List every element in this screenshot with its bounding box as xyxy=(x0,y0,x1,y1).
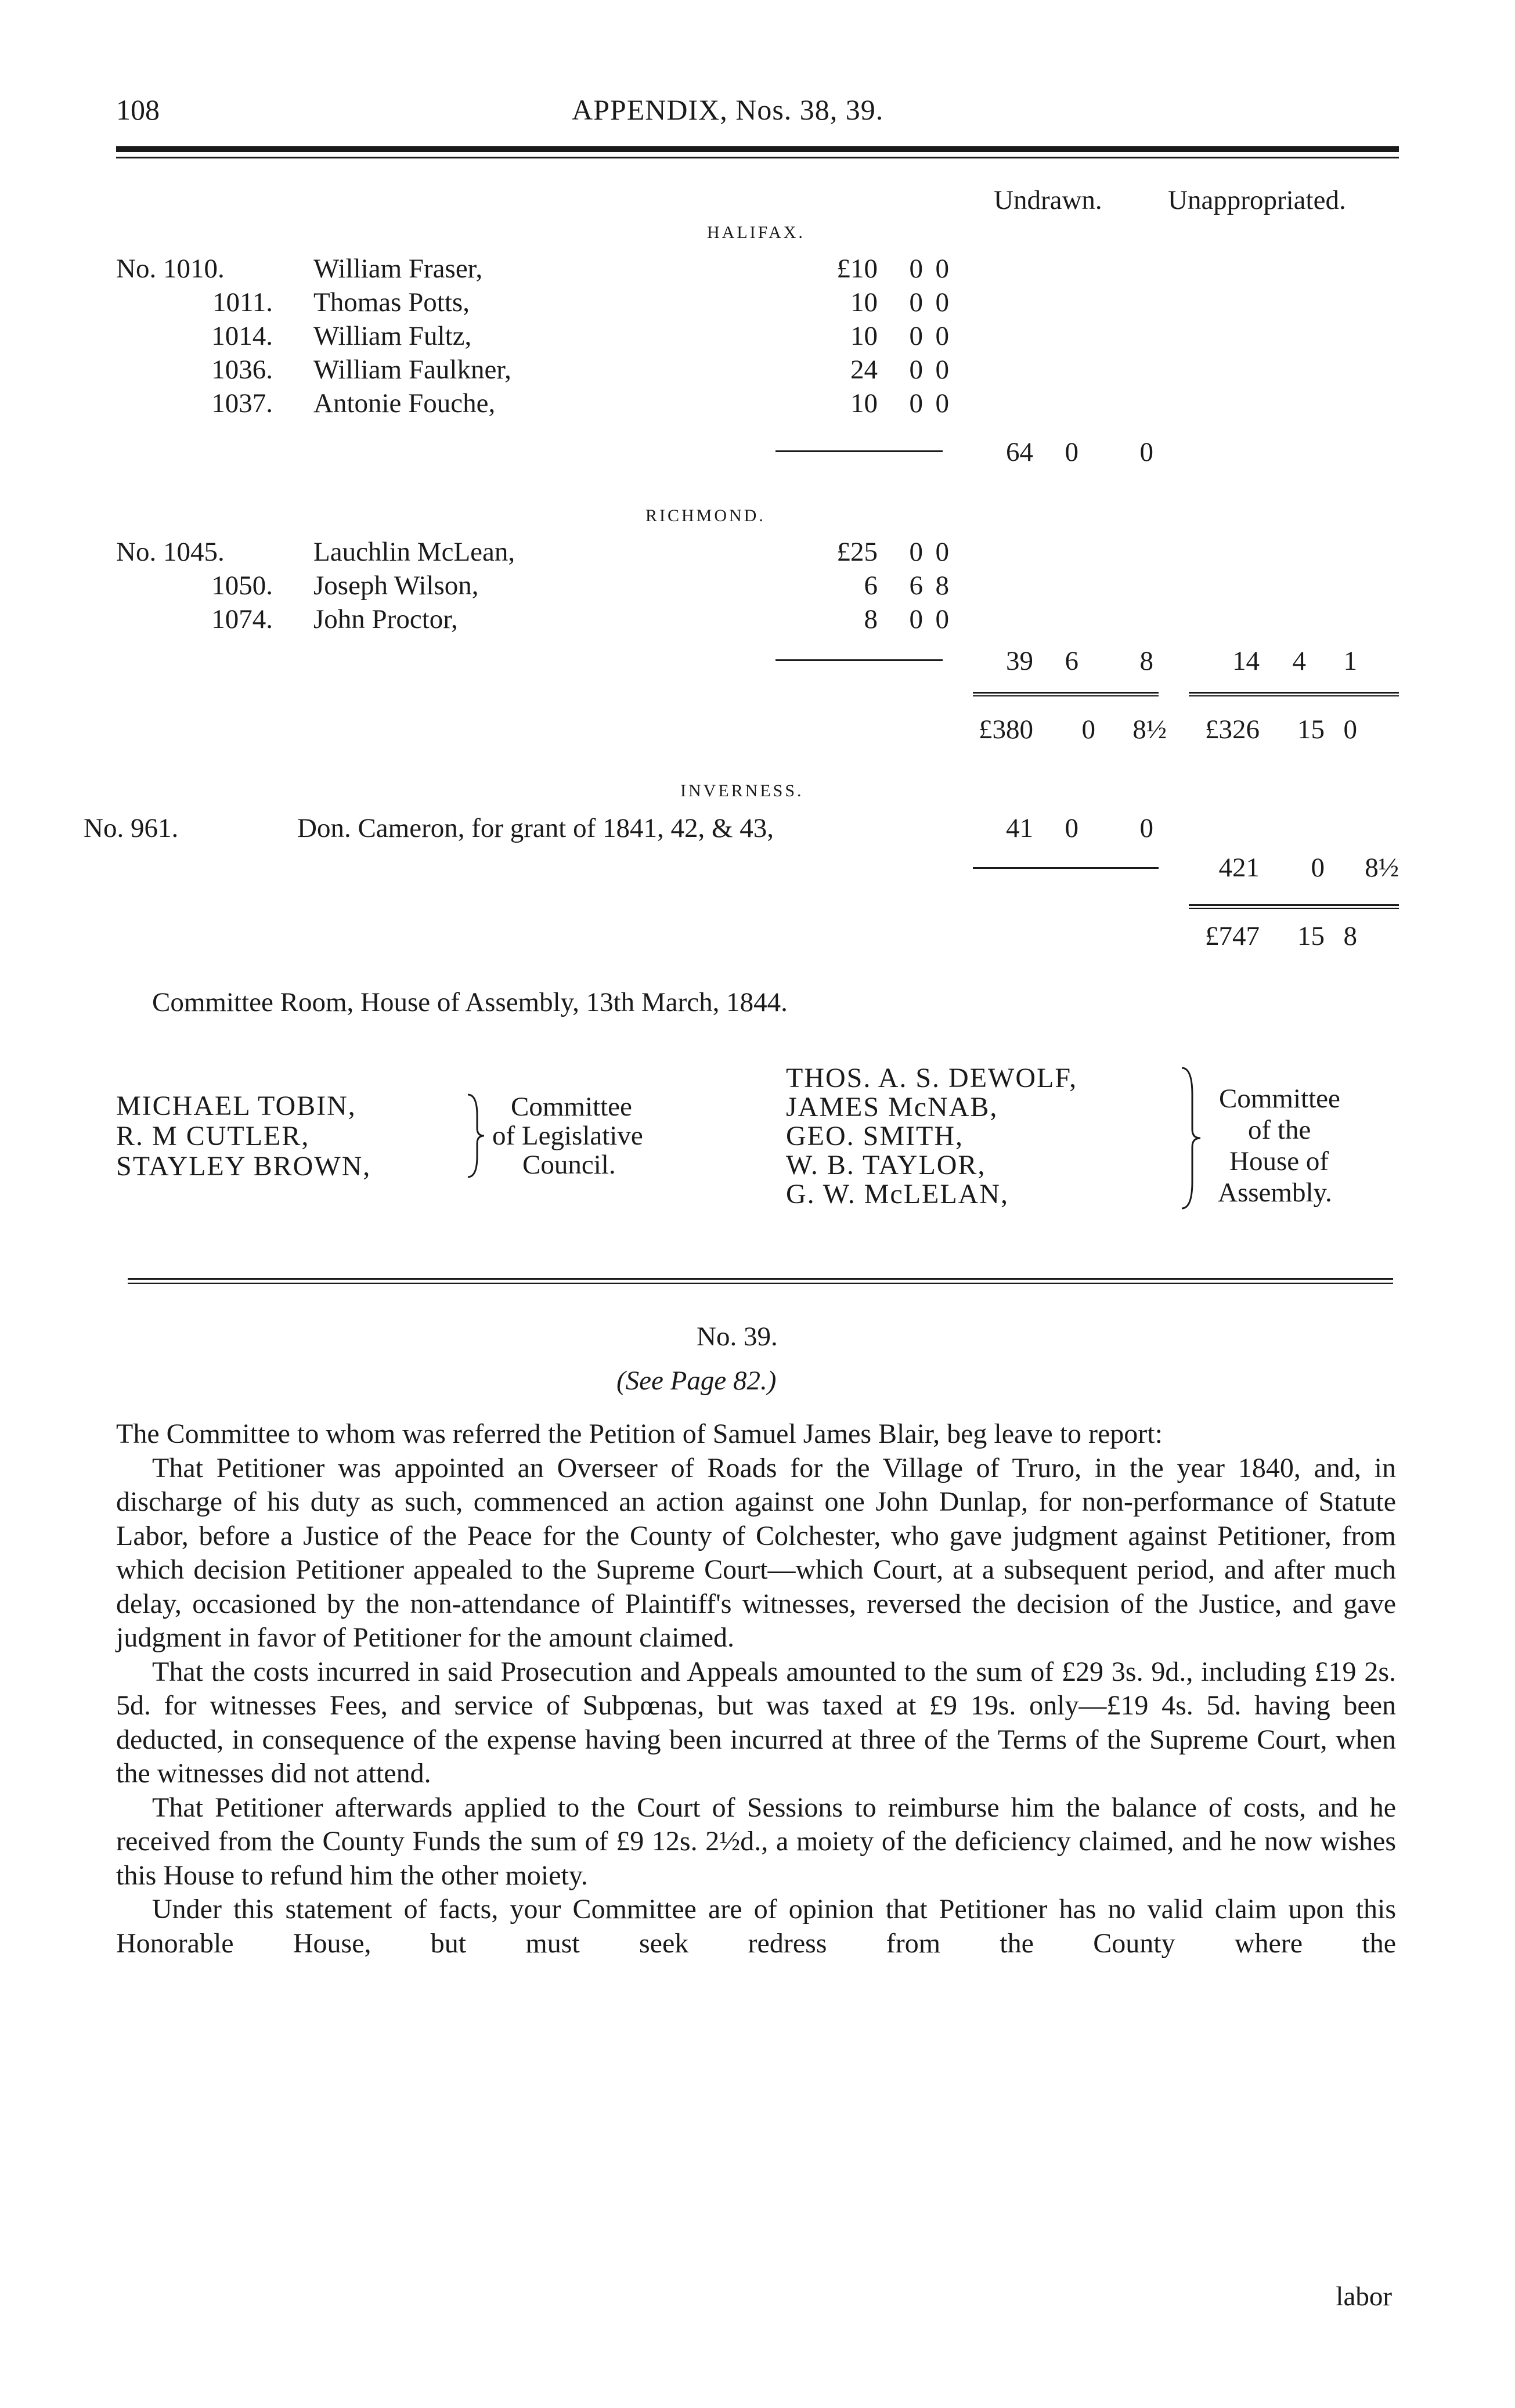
subtotal-undrawn-pounds: £380 xyxy=(979,714,1033,745)
inverness-undrawn-shillings: 0 xyxy=(1065,813,1078,843)
entry-pounds: 10 xyxy=(850,287,878,317)
entry-pounds: £25 xyxy=(836,537,878,567)
entry-number: 1036. xyxy=(211,355,273,385)
entry-pence: 0 xyxy=(935,321,949,351)
entry-name: William Fraser, xyxy=(313,254,483,284)
entry-name: Antonie Fouche, xyxy=(313,388,496,418)
committee-label-line: Assembly. xyxy=(1218,1178,1332,1208)
entry-number: No. 1010. xyxy=(116,254,225,284)
column-heading-unappropriated: Unappropriated. xyxy=(1168,185,1346,215)
sum-line-pence: 8½ xyxy=(1365,853,1399,883)
entry-number: 1014. xyxy=(211,321,273,351)
committee-label-line: House of xyxy=(1229,1146,1329,1176)
section-heading: No. 39. xyxy=(697,1322,778,1352)
entry-pounds: 10 xyxy=(850,321,878,351)
halifax-undrawn-pence: 0 xyxy=(1139,437,1153,467)
entry-shillings: 6 xyxy=(909,571,923,601)
signatory-name: THOS. A. S. DEWOLF, xyxy=(786,1063,1078,1093)
assembly-brace xyxy=(1178,1066,1204,1211)
richmond-unappropriated-shillings: 4 xyxy=(1292,646,1306,676)
entry-shillings: 0 xyxy=(909,604,923,634)
entry-name: William Fultz, xyxy=(313,321,472,351)
grand-total-rule-2 xyxy=(1189,908,1399,909)
entry-pounds: £10 xyxy=(836,254,878,284)
entry-number: No. 1045. xyxy=(116,537,225,567)
subtotal-unappropriated-pence: 0 xyxy=(1343,714,1357,745)
dateline: Committee Room, House of Assembly, 13th March, 1844. xyxy=(152,987,788,1017)
report-paragraph: That Petitioner was appointed an Overseer of Roads for the Village of Truro, in the year 1840, and, in discharge of his duty as such, commenced an action against one John Dunlap, for non-performance of Statute Labor, before a Justice of the Peace for the County of Colchester, who gave judgment against Petitioner, from which decision Petitioner appealed to the Supreme Court—which Court, at a subsequent period, and after much delay, occasioned by the non-attendance of Plaintiff's witnesses, reversed the decision of the Justice, and gave judgment in favor of Petitioner for the amount claimed. xyxy=(116,1452,1396,1653)
committee-label-line: Committee xyxy=(1219,1084,1340,1114)
entry-pence: 0 xyxy=(935,355,949,385)
halifax-sum-rule xyxy=(775,450,943,452)
richmond-undrawn-shillings: 6 xyxy=(1065,646,1078,676)
grand-total-rule xyxy=(1189,904,1399,906)
page-number: 108 xyxy=(116,93,160,126)
signatory-name: GEO. SMITH, xyxy=(786,1121,964,1151)
section-heading-richmond: RICHMOND. xyxy=(645,506,766,525)
signatory-name: STAYLEY BROWN, xyxy=(116,1151,371,1182)
signatory-name: JAMES McNAB, xyxy=(786,1092,998,1122)
richmond-undrawn-pence: 8 xyxy=(1139,646,1153,676)
column-heading-undrawn: Undrawn. xyxy=(994,185,1102,215)
richmond-unappropriated-pounds: 14 xyxy=(1232,646,1260,676)
subtotal-undrawn-pence: 8½ xyxy=(1132,714,1167,745)
report-paragraph: That the costs incurred in said Prosecution and Appeals amounted to the sum of £29 3s. 9d., including £19 2s. 5d. for witnesses Fees, and service of Subpœnas, but was taxed at £9 19s. only—£19 4s. 5d. having been deducted, in consequence of the expense having been incurred at three of the Terms of the Supreme Court, when the witnesses did not attend. xyxy=(116,1656,1396,1789)
subtotal-unappropriated-pounds: £326 xyxy=(1205,714,1260,745)
signatory-name: G. W. McLELAN, xyxy=(786,1179,1009,1210)
report-paragraph: The Committee to whom was referred the Petition of Samuel James Blair, beg leave to report: xyxy=(116,1418,1163,1449)
halifax-undrawn-pounds: 64 xyxy=(1006,437,1033,467)
entry-number: 1074. xyxy=(211,604,273,634)
entry-pence: 0 xyxy=(935,537,949,567)
entry-number: 1050. xyxy=(211,571,273,601)
inverness-sum-rule xyxy=(973,867,1159,869)
committee-label-line: of Legislative xyxy=(492,1121,643,1151)
inverness-undrawn-pounds: 41 xyxy=(1006,813,1033,843)
richmond-undrawn-pounds: 39 xyxy=(1006,646,1033,676)
entry-pence: 0 xyxy=(935,604,949,634)
richmond-sum-rule xyxy=(775,659,943,661)
entry-shillings: 0 xyxy=(909,254,923,284)
entry-shillings: 0 xyxy=(909,321,923,351)
section-divider xyxy=(128,1278,1393,1280)
section-heading-halifax: HALIFAX. xyxy=(707,223,805,242)
entry-pounds: 8 xyxy=(864,604,878,634)
section-heading-inverness: INVERNESS. xyxy=(680,781,804,800)
see-page-reference: (See Page 82.) xyxy=(616,1366,777,1396)
subtotal-unappropriated-shillings: 15 xyxy=(1297,714,1325,745)
entry-pence: 8 xyxy=(935,571,949,601)
entry-pence: 0 xyxy=(935,388,949,418)
undrawn-subtotal-rule xyxy=(973,692,1159,694)
entry-shillings: 0 xyxy=(909,287,923,317)
entry-shillings: 0 xyxy=(909,355,923,385)
entry-name: William Faulkner, xyxy=(313,355,511,385)
entry-shillings: 0 xyxy=(909,537,923,567)
council-brace xyxy=(464,1092,488,1179)
sum-line-pounds: 421 xyxy=(1218,853,1260,883)
section-divider-2 xyxy=(128,1283,1393,1284)
halifax-undrawn-shillings: 0 xyxy=(1065,437,1078,467)
inverness-entry-text: Don. Cameron, for grant of 1841, 42, & 43, xyxy=(297,813,774,843)
unappropriated-subtotal-rule xyxy=(1189,692,1399,694)
inverness-undrawn-pence: 0 xyxy=(1139,813,1153,843)
unappropriated-subtotal-rule-2 xyxy=(1189,695,1399,696)
subtotal-undrawn-shillings: 0 xyxy=(1081,714,1095,745)
entry-number: 1037. xyxy=(211,388,273,418)
grand-total-shillings: 15 xyxy=(1297,921,1325,951)
report-paragraph: That Petitioner afterwards applied to the Court of Sessions to reimburse him the balance of costs, and he received from the County Funds the sum of £9 12s. 2½d., a moiety of the deficiency claimed, and he now wishes this House to refund him the other moiety. xyxy=(116,1792,1396,1891)
signatory-name: R. M CUTLER, xyxy=(116,1121,310,1151)
sum-line-shillings: 0 xyxy=(1311,853,1325,883)
page-title: APPENDIX, Nos. 38, 39. xyxy=(572,93,884,126)
committee-label-line: Committee xyxy=(511,1092,632,1122)
entry-name: Joseph Wilson, xyxy=(313,571,479,601)
entry-shillings: 0 xyxy=(909,388,923,418)
signatory-name: W. B. TAYLOR, xyxy=(786,1150,986,1180)
header-rule-thin xyxy=(116,157,1399,158)
catchword: labor xyxy=(1336,2281,1392,2312)
entry-pounds: 24 xyxy=(850,355,878,385)
entry-name: John Proctor, xyxy=(313,604,458,634)
grand-total-pounds: £747 xyxy=(1205,921,1260,951)
committee-label-line: Council. xyxy=(522,1150,616,1180)
entry-pence: 0 xyxy=(935,287,949,317)
report-body xyxy=(116,1417,1396,1961)
header-rule-thick xyxy=(116,146,1399,152)
entry-number: 1011. xyxy=(212,287,273,317)
undrawn-subtotal-rule-2 xyxy=(973,695,1159,696)
committee-label-line: of the xyxy=(1248,1115,1311,1145)
signatory-name: MICHAEL TOBIN, xyxy=(116,1091,356,1121)
entry-pounds: 6 xyxy=(864,571,878,601)
entry-pence: 0 xyxy=(935,254,949,284)
richmond-unappropriated-pence: 1 xyxy=(1343,646,1357,676)
entry-name: Thomas Potts, xyxy=(313,287,470,317)
entry-pounds: 10 xyxy=(850,388,878,418)
entry-number: No. 961. xyxy=(84,813,179,843)
report-paragraph: Under this statement of facts, your Committee are of opinion that Petitioner has no valid claim upon this Honorable House, but must seek redress from the County where the xyxy=(116,1894,1396,1959)
entry-name: Lauchlin McLean, xyxy=(313,537,515,567)
grand-total-pence: 8 xyxy=(1343,921,1357,951)
